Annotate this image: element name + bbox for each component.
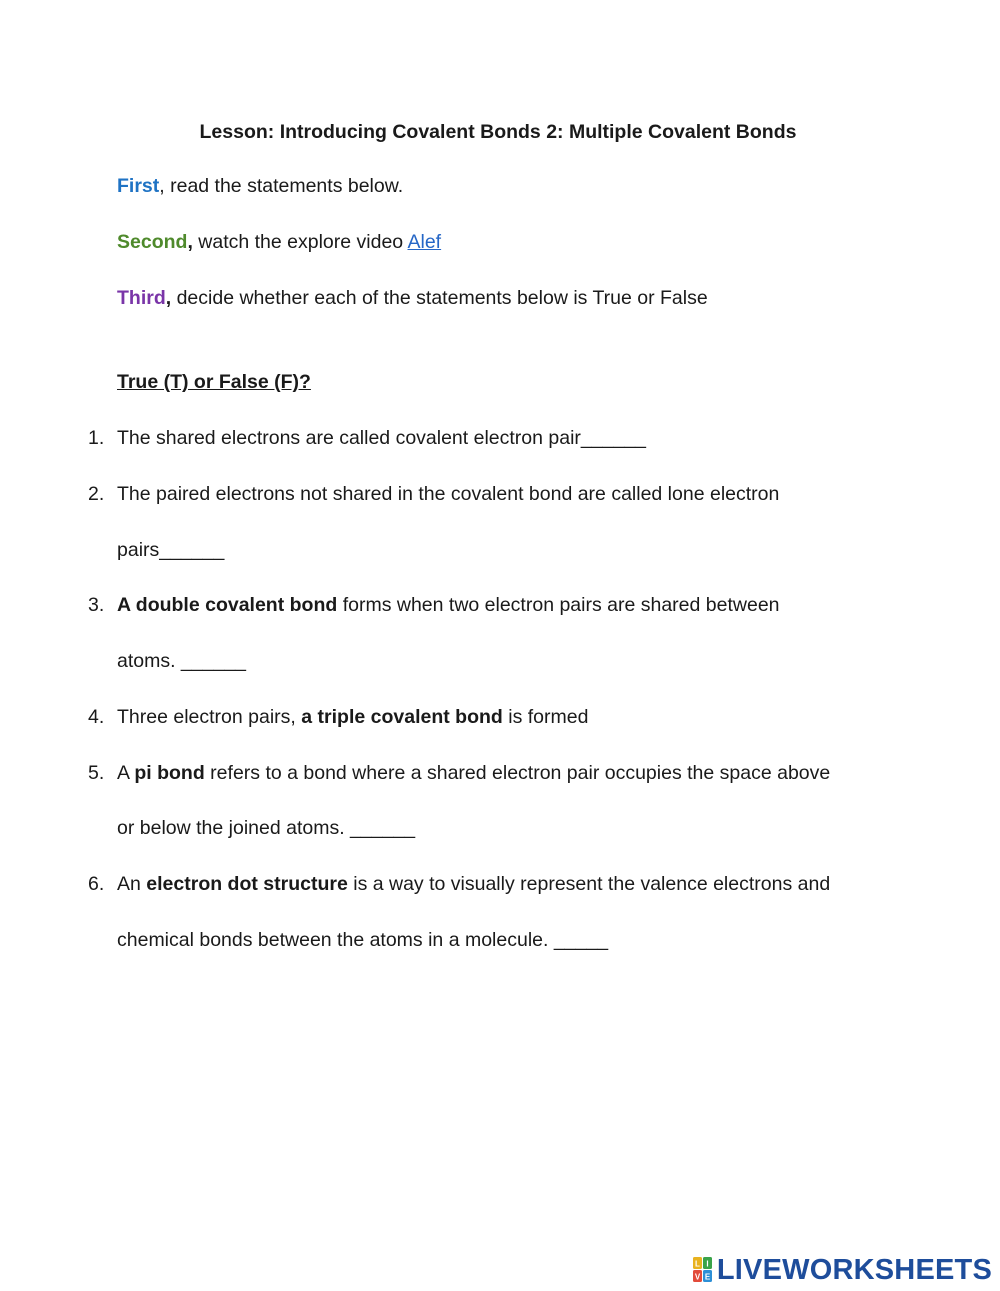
question-5-rest: refers to a bond where a shared electron pair occupies the space above — [204, 762, 831, 784]
question-3-rest: forms when two electron pairs are shared between — [337, 594, 780, 616]
step-first-label: First — [117, 175, 160, 197]
question-5-bold: pi bond — [134, 762, 205, 784]
question-2-line-1: The paired electrons not shared in the covalent bond are called lone electron — [117, 483, 780, 505]
question-5-pre: A — [117, 762, 135, 784]
question-number: 1. — [88, 427, 105, 449]
svg-text:L: L — [694, 1259, 700, 1269]
question-6-pre: An — [117, 873, 147, 895]
question-4-bold: a triple covalent bond — [301, 706, 503, 728]
question-4-text — [117, 703, 588, 731]
step-second-comma: , — [187, 231, 193, 253]
question-6-bold: electron dot structure — [146, 873, 348, 895]
question-3-line-1 — [117, 591, 780, 619]
step-third-label: Third — [117, 287, 166, 309]
question-3-line-2: atoms. ______ — [117, 650, 247, 672]
question-4-pre: Three electron pairs, — [117, 706, 302, 728]
svg-text:E: E — [704, 1272, 711, 1282]
question-5-line-2: or below the joined atoms. ______ — [117, 817, 416, 839]
liveworksheets-brand[interactable] — [693, 1252, 992, 1288]
liveworksheets-logo-icon — [693, 1257, 713, 1283]
question-number: 6. — [88, 873, 105, 895]
lesson-title: Lesson: Introducing Covalent Bonds 2: Multiple Covalent Bonds — [199, 121, 797, 143]
question-6-line-1 — [117, 870, 830, 898]
question-6-rest: is a way to visually represent the valence electrons and — [347, 873, 831, 895]
svg-text:V: V — [694, 1272, 701, 1282]
question-2-line-2: pairs______ — [117, 539, 225, 561]
true-false-heading: True (T) or False (F)? — [117, 371, 311, 393]
instruction-second-text: watch the explore video — [192, 231, 408, 253]
instruction-second — [117, 228, 441, 256]
question-3-bold: A double covalent bond — [117, 594, 338, 616]
question-6-line-2: chemical bonds between the atoms in a molecule. _____ — [117, 929, 609, 951]
alef-video-link[interactable]: Alef — [407, 231, 442, 253]
question-number: 4. — [88, 706, 105, 728]
question-number: 2. — [88, 483, 105, 505]
instruction-third — [117, 284, 708, 312]
question-5-line-1 — [117, 759, 830, 787]
question-1-text: The shared electrons are called covalent electron pair______ — [117, 427, 646, 449]
question-number: 3. — [88, 594, 105, 616]
step-third-comma: , — [165, 287, 172, 309]
svg-text:I: I — [706, 1259, 709, 1269]
question-number: 5. — [88, 762, 105, 784]
brand-text: LIVEWORKSHEETS — [716, 1254, 992, 1286]
instruction-third-text: decide whether each of the statements below is True or False — [171, 287, 708, 309]
instruction-first-text: , read the statements below. — [159, 175, 404, 197]
instruction-first — [117, 172, 403, 200]
step-second-label: Second — [117, 231, 188, 253]
question-4-post: is formed — [502, 706, 589, 728]
